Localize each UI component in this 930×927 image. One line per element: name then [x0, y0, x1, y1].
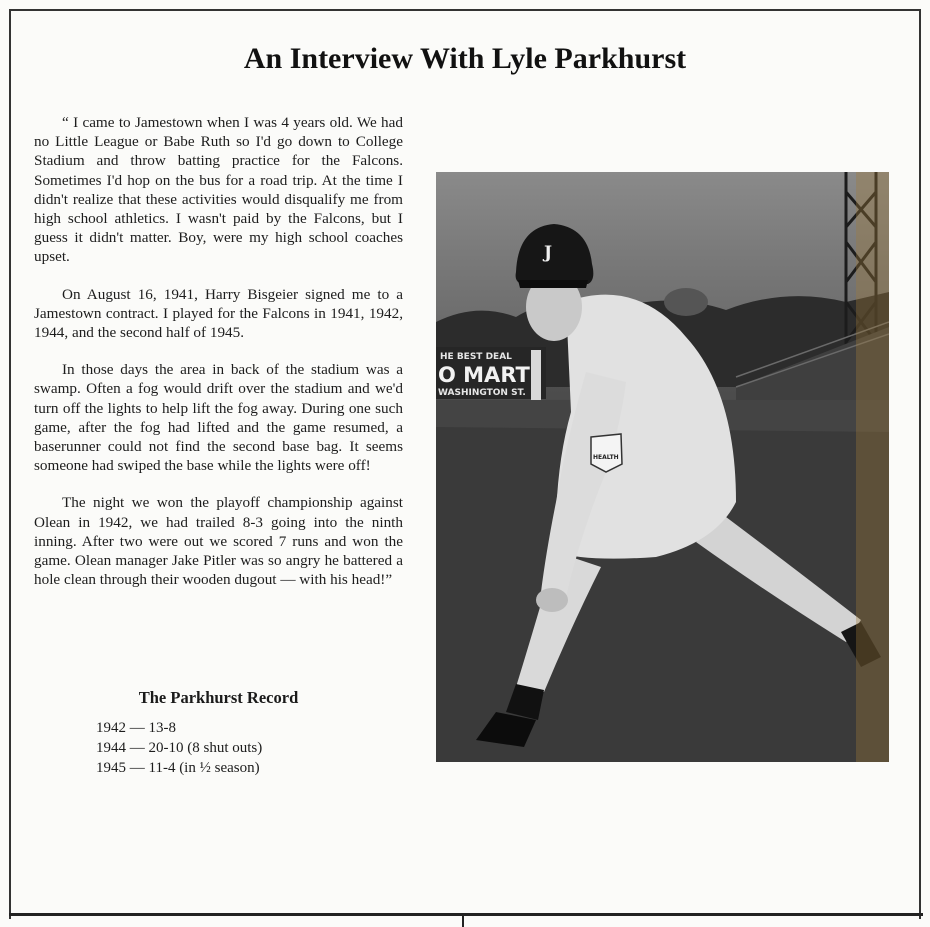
player-photo-illustration	[436, 172, 889, 762]
paragraph-4: The night we won the playoff championship against Olean in 1942, we had trailed 8-3 going into the ninth inning. After two were out we scored 7 runs and won the game. Olean manager Jake Pitler was so angry he battered a hole clean through their wooden dugout — with his head!”	[34, 494, 403, 589]
sleeve-patch-text: HEALTH	[593, 454, 619, 461]
paragraph-3: In those days the area in back of the stadium was a swamp. Often a fog would drift over the stadium and we'd turn off the lights to help lift the fog away. During one such game, after the fog had lifted and the game resumed, a baserunner could not find the second base bag. It seems someone had swiped the base while the lights were off!	[34, 361, 403, 475]
record-heading: The Parkhurst Record	[138, 688, 299, 707]
page-title: An Interview With Lyle Parkhurst	[243, 42, 687, 75]
record-row-1944: 1944 — 20-10 (8 shut outs)	[96, 740, 263, 756]
player-cap-brim	[518, 280, 588, 288]
cap-letter: J	[544, 243, 553, 263]
sleeve-patch	[591, 434, 622, 472]
paragraph-1: “ I came to Jamestown when I was 4 years old. We had no Little League or Babe Ruth so I'd go down to College Stadium and throw batting practice for the Falcons. Sometimes I'd hop on the bus for a road trip. At the time I didn't realize that these activities would disqualify me from high school athletics. I wasn't paid by the Falcons, but I guess it didn't matter. Boy, were my high school coaches upset.	[34, 114, 403, 266]
player-photo	[436, 172, 889, 762]
record-row-1942: 1942 — 13-8	[96, 720, 176, 736]
ad-board-line-1: HE BEST DEAL	[440, 352, 512, 362]
interview-text	[34, 113, 403, 607]
player-hand	[536, 588, 568, 612]
bottom-divider-tick	[462, 913, 464, 927]
ad-board-post	[531, 350, 541, 400]
ad-board-line-2: O MART	[438, 363, 530, 387]
player-glove	[664, 288, 708, 316]
photo-edge-tint	[856, 172, 889, 762]
record-list	[96, 718, 262, 778]
ad-board-line-3: WASHINGTON ST.	[438, 388, 526, 398]
player-cap	[516, 224, 594, 284]
paragraph-2: On August 16, 1941, Harry Bisgeier signed me to a Jamestown contract. I played for the Falcons in 1941, 1942, 1944, and the second half of 1945.	[34, 285, 403, 342]
record-row-1945: 1945 — 11-4 (in ½ season)	[96, 760, 260, 776]
bottom-rule	[9, 913, 923, 916]
